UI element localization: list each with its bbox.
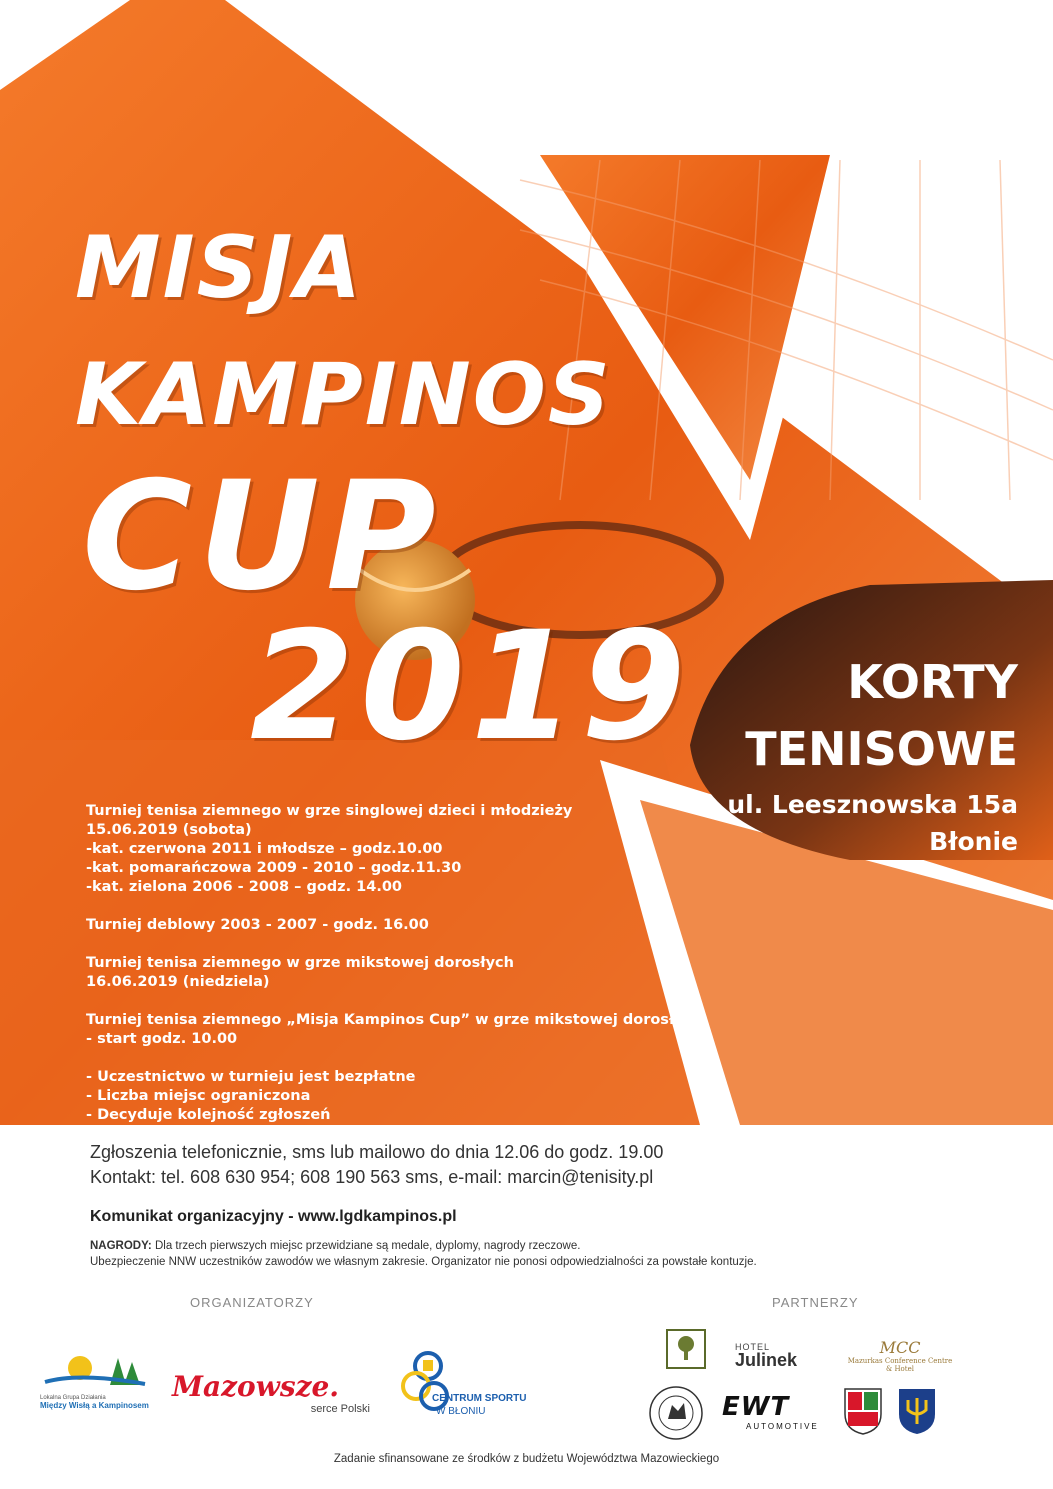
mcc-text: MCC (879, 1338, 921, 1357)
schedule-line: - System rozgrywek uzależniony od ilości zgłoszeń (86, 1126, 499, 1142)
schedule-line: -kat. zielona 2006 - 2008 – godz. 14.00 (86, 879, 403, 895)
mcc-logo (845, 1338, 955, 1378)
prizes-label: NAGRODY: (90, 1240, 152, 1252)
hotel-julinek-logo (735, 1342, 830, 1372)
coat-of-arms-icon (842, 1386, 884, 1436)
schedule-line: - Liczba miejsc ograniczona (86, 1088, 311, 1104)
schedule-spacer (86, 1049, 703, 1068)
insurance-note: Ubezpieczenie NNW uczestników zawodów we własnym zakresie. Organizator nie ponosi odpowiedzialności za powstałe kontuzje. (90, 1256, 757, 1268)
schedule-list (86, 802, 703, 1144)
lgd-logo (40, 1350, 150, 1410)
county-coat-of-arms (896, 1386, 938, 1436)
kampinos-park-logo (648, 1385, 704, 1441)
kampinos-forest-logo (665, 1328, 707, 1370)
schedule-line: - Decyduje kolejność zgłoszeń (86, 1107, 331, 1123)
schedule-spacer (86, 897, 703, 916)
schedule-line: -kat. czerwona 2011 i młodsze – godz.10.00 (86, 841, 443, 857)
mcc-subtext: Mazurkas Conference Centre & Hotel (847, 1357, 953, 1373)
hotel-label: HOTEL (735, 1342, 771, 1352)
funding-note: Zadanie sfinansowane ze środków z budżetu Województwa Mazowieckiego (333, 1453, 720, 1465)
park-seal-icon (648, 1385, 704, 1441)
schedule-line: 15.06.2019 (sobota) (86, 822, 252, 838)
lgd-small-text: Lokalna Grupa Działania (40, 1395, 106, 1401)
schedule-line: 16.06.2019 (niedziela) (86, 974, 270, 990)
partners-heading: PARTNERZY (772, 1295, 859, 1310)
title-line-4: 2019 (250, 600, 692, 774)
trident-shield-icon (896, 1386, 938, 1436)
centrum-text-1: CENTRUM SPORTU (432, 1393, 527, 1404)
lgd-emblem-icon (40, 1350, 150, 1390)
prizes-info (90, 1238, 757, 1270)
contact-line-2: Kontakt: tel. 608 630 954; 608 190 563 sms, e-mail: marcin@tenisity.pl (90, 1167, 654, 1187)
title-line-2: KAMPINOS (75, 345, 612, 445)
blonie-coat-of-arms (842, 1386, 884, 1436)
mazowsze-subtext: serce Polski (310, 1403, 370, 1415)
schedule-line: Turniej tenisa ziemnego w grze mikstowej dorosłych (86, 955, 514, 971)
mazowsze-text: Mazowsze. (172, 1370, 340, 1403)
schedule-line: - start godz. 10.00 (86, 1031, 238, 1047)
centrum-text-2: W BŁONIU (436, 1406, 486, 1417)
mazowsze-logo (172, 1370, 382, 1415)
contact-info (90, 1140, 663, 1190)
centrum-sportu-logo (400, 1348, 535, 1423)
schedule-spacer (86, 992, 703, 1011)
title-line-3: CUP (82, 450, 442, 624)
schedule-line: -kat. pomarańczowa 2009 - 2010 – godz.11.30 (86, 860, 462, 876)
schedule-line: Turniej tenisa ziemnego w grze singlowej dzieci i młodzieży (86, 803, 573, 819)
komunikat-link[interactable]: Komunikat organizacyjny - www.lgdkampinos.pl (90, 1208, 457, 1225)
venue-city: Błonie (929, 827, 1018, 856)
schedule-line: Turniej deblowy 2003 - 2007 - godz. 16.00 (86, 917, 429, 933)
ewt-text: EWT (722, 1392, 790, 1422)
ewt-subtext: AUTOMOTIVE (746, 1422, 819, 1431)
hotel-name: Julinek (735, 1350, 798, 1370)
title-line-1: MISJA (75, 218, 364, 318)
schedule-line: - Uczestnictwo w turnieju jest bezpłatne (86, 1069, 416, 1085)
lgd-text: Między Wisłą a Kampinosem (40, 1401, 149, 1410)
venue-line-1: KORTY (847, 655, 1018, 709)
organizers-heading: ORGANIZATORZY (190, 1295, 314, 1310)
forest-emblem-icon (665, 1328, 707, 1370)
venue-line-2: TENISOWE (745, 722, 1018, 776)
schedule-line: Turniej tenisa ziemnego „Misja Kampinos Cup” w grze mikstowej dorosłych (86, 1012, 703, 1028)
ewt-logo (722, 1392, 827, 1432)
contact-line-1: Zgłoszenia telefonicznie, sms lub mailowo do dnia 12.06 do godz. 19.00 (90, 1142, 664, 1162)
schedule-spacer (86, 935, 703, 954)
prizes-text: Dla trzech pierwszych miejsc przewidziane są medale, dyplomy, nagrody rzeczowe. (151, 1240, 581, 1252)
venue-address: ul. Leesznowska 15a (727, 790, 1018, 819)
